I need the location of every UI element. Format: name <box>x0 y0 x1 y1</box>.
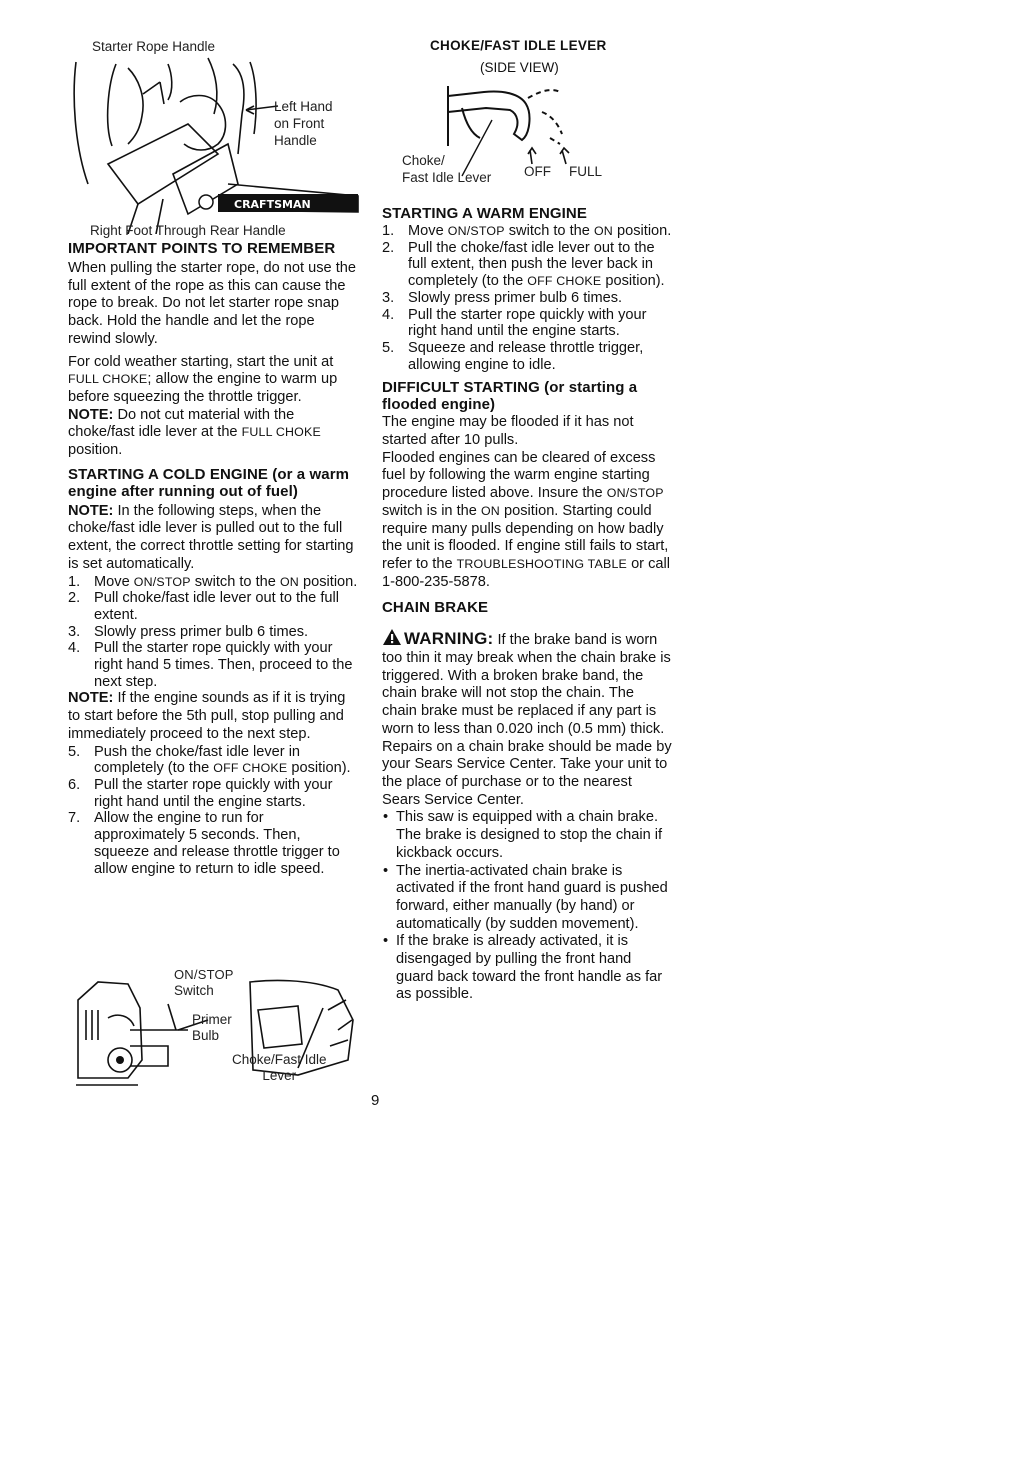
list-item: 2. Pull the choke/fast idle lever out to the full extent, then push the lever back in completely (to the OFF CHOKE position). <box>382 239 665 290</box>
page-number: 9 <box>371 1092 380 1109</box>
list-item: 5. Squeeze and release throttle trigger, allowing engine to idle. <box>382 339 644 373</box>
brake-warning: WARNING: If the brake band is worn too thin it may break when the chain brake is triggered. With a broken brake band, the chain brake will not stop the chain. The chain brake must be replaced if any part is worn to less than 0.020 inch (0.5 mm) thick. Repairs on a chain brake should be made by your Sears Service Center. Take your unit to the place of purchase or to the nearest Sears Service Center. <box>382 629 672 808</box>
label-off: OFF <box>524 164 551 179</box>
list-item: 3. Slowly press primer bulb 6 times. <box>68 623 309 640</box>
cold-steps-a <box>68 574 358 691</box>
list-item: 2. Pull choke/fast idle lever out to the full extent. <box>68 590 339 623</box>
cold-note: NOTE: In the following steps, when the choke/fast idle lever is pulled out to the full extent, the correct throttle setting for starting is set automatically. <box>68 502 354 572</box>
difficult-para-2: Flooded engines can be cleared of excess fuel by following the warm engine starting procedure listed above. Insure the ON/STOP switch is in the ON position. Starting could require many pulls depending on how badly the unit is flooded. If engine still fails to start, refer to the TROUBLESHOOTING TABLE or call 1-800-235-5878. <box>382 449 670 590</box>
cold-steps-b <box>68 744 358 878</box>
important-heading: IMPORTANT POINTS TO REMEMBER <box>68 240 336 257</box>
list-item: 6. Pull the starter rope quickly with your right hand until the engine starts. <box>68 776 333 810</box>
label-full: FULL <box>569 164 603 179</box>
label-primer-bulb: Primer Bulb <box>192 1012 232 1043</box>
left-column <box>68 240 358 877</box>
list-item: 1. Move ON/STOP switch to the ON position. <box>68 573 358 590</box>
label-left-hand: Left Hand on Front Handle <box>274 99 333 148</box>
list-item: 5. Push the choke/fast idle lever in completely (to the OFF CHOKE position). <box>68 743 351 777</box>
list-item: 4. Pull the starter rope quickly with your right hand until the engine starts. <box>382 306 647 340</box>
list-item: • If the brake is already activated, it is disengaged by pulling the front hand guard back toward the front handle as far as possible. <box>383 933 663 1003</box>
list-item: 1. Move ON/STOP switch to the ON position. <box>382 223 672 239</box>
list-item: • The inertia-activated chain brake is activated if the front hand guard is pushed forward, either manually (by hand) or automatically (by sudden movement). <box>383 862 668 932</box>
cold-note-2: NOTE: If the engine sounds as if it is trying to start before the 5th pull, stop pulling and immediately proceed to the next step. <box>68 690 346 742</box>
label-starter-rope-handle: Starter Rope Handle <box>92 39 216 54</box>
cold-heading: STARTING A COLD ENGINE (or a warm engine after running out of fuel) <box>68 465 350 500</box>
right-column <box>382 205 672 1004</box>
list-item: 4. Pull the starter rope quickly with your right hand 5 times. Then, proceed to the next step. <box>68 640 353 690</box>
brake-bullets <box>382 809 672 1004</box>
figure-starting-position <box>68 34 368 239</box>
warning-icon <box>382 628 402 646</box>
difficult-para-1: The engine may be flooded if it has not started after 10 pulls. <box>382 414 634 449</box>
important-note: NOTE: Do not cut material with the choke/fast idle lever at the FULL CHOKE position. <box>68 406 321 459</box>
difficult-heading: DIFFICULT STARTING (or starting a flooded engine) <box>382 379 638 414</box>
figure-choke-lever <box>392 38 682 198</box>
label-on-stop-switch: ON/STOP Switch <box>174 967 234 998</box>
brand-logo: CRAFTSMAN <box>234 198 311 211</box>
label-choke-lever-side: Choke/ Fast Idle Lever <box>402 153 492 185</box>
list-item: • This saw is equipped with a chain brake. The brake is designed to stop the chain if kickback occurs. <box>383 809 663 861</box>
choke-figure-subtitle: (SIDE VIEW) <box>480 60 559 75</box>
label-choke-lever: Choke/Fast Idle Lever <box>232 1052 327 1083</box>
list-item: 7. Allow the engine to run for approximately 5 seconds. Then, squeeze and release throttle trigger to allow engine to return to idle speed. <box>68 810 340 877</box>
warm-heading: STARTING A WARM ENGINE <box>382 205 587 222</box>
choke-figure-title: CHOKE/FAST IDLE LEVER <box>430 38 607 53</box>
brake-heading: CHAIN BRAKE <box>382 599 489 617</box>
warm-steps <box>382 223 672 373</box>
important-para-1: When pulling the starter rope, do not use the full extent of the rope as this can cause the rope to break. Do not let starter rope snap back. Hold the handle and let the rope rewind slowly. <box>68 260 356 347</box>
label-right-foot: Right Foot Through Rear Handle <box>90 223 286 238</box>
important-para-2: For cold weather starting, start the unit at FULL CHOKE; allow the engine to warm up before squeezing the throttle trigger. <box>68 353 338 405</box>
figure-controls <box>68 960 358 1090</box>
list-item: 3. Slowly press primer bulb 6 times. <box>382 289 623 306</box>
